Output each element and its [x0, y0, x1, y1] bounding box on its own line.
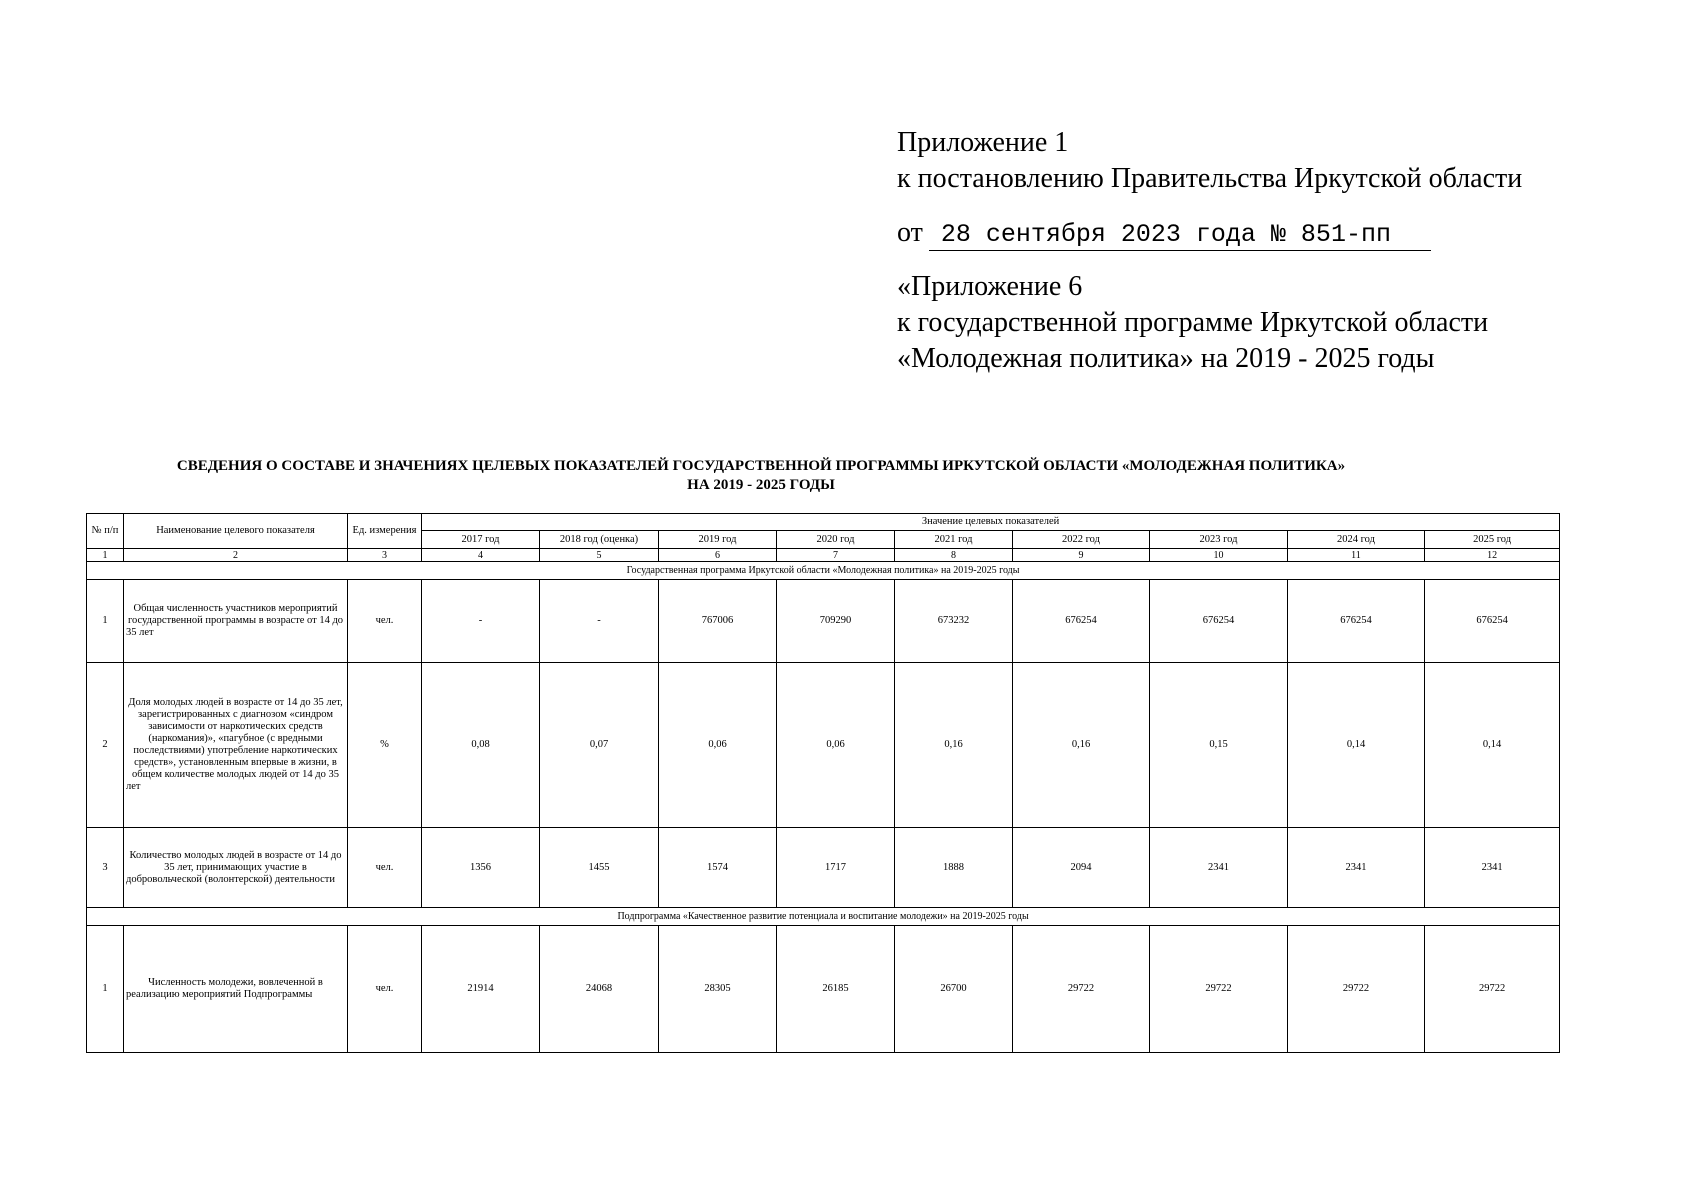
section-row-subprogram — [87, 908, 1560, 926]
row-value: 1356 — [422, 828, 540, 908]
row-value: 2094 — [1013, 828, 1150, 908]
row-unit: чел. — [348, 828, 422, 908]
row-value: 1574 — [659, 828, 777, 908]
indicators-table — [86, 513, 1560, 1053]
row-value: 0,08 — [422, 663, 540, 828]
header-name: Наименование целевого показателя — [124, 514, 348, 549]
table-header-row-1 — [87, 514, 1560, 531]
quoted-appendix-label: «Приложение 6 — [897, 271, 1083, 302]
row-value: 676254 — [1425, 580, 1560, 663]
row-value: 673232 — [895, 580, 1013, 663]
row-value: - — [422, 580, 540, 663]
header-year: 2024 год — [1288, 531, 1425, 549]
row-value: 28305 — [659, 926, 777, 1053]
row-value: 26700 — [895, 926, 1013, 1053]
row-unit: чел. — [348, 926, 422, 1053]
row-name: Численность молодежи, вовлеченной в реализацию мероприятий Подпрограммы — [124, 926, 348, 1053]
header-values: Значение целевых показателей — [422, 514, 1560, 531]
row-value: 676254 — [1288, 580, 1425, 663]
column-number: 9 — [1013, 549, 1150, 562]
row-value: 0,07 — [540, 663, 659, 828]
decree-reference: к постановлению Правительства Иркутской области — [897, 163, 1523, 194]
column-numbers-row — [87, 549, 1560, 562]
row-value: 0,06 — [659, 663, 777, 828]
row-value: 767006 — [659, 580, 777, 663]
row-value: 2341 — [1150, 828, 1288, 908]
header-year: 2019 год — [659, 531, 777, 549]
header-year: 2022 год — [1013, 531, 1150, 549]
table-row — [87, 926, 1560, 1053]
column-number: 4 — [422, 549, 540, 562]
header-year: 2020 год — [777, 531, 895, 549]
column-number: 12 — [1425, 549, 1560, 562]
document-title-line-1: СВЕДЕНИЯ О СОСТАВЕ И ЗНАЧЕНИЯХ ЦЕЛЕВЫХ ПОКАЗАТЕЛЕЙ ГОСУДАРСТВЕННОЙ ПРОГРАММЫ ИРКУТСКОЙ ОБЛАСТИ «МОЛОДЕЖНАЯ ПОЛИТИКА» — [176, 458, 1346, 474]
column-number: 6 — [659, 549, 777, 562]
header-year: 2017 год — [422, 531, 540, 549]
row-value: 676254 — [1150, 580, 1288, 663]
row-value: 1717 — [777, 828, 895, 908]
row-value: 676254 — [1013, 580, 1150, 663]
row-value: 0,16 — [895, 663, 1013, 828]
column-number: 10 — [1150, 549, 1288, 562]
row-value: 29722 — [1425, 926, 1560, 1053]
row-value: 2341 — [1425, 828, 1560, 908]
row-value: 21914 — [422, 926, 540, 1053]
row-value: 0,15 — [1150, 663, 1288, 828]
header-year: 2023 год — [1150, 531, 1288, 549]
program-name: «Молодежная политика» на 2019 - 2025 годы — [897, 343, 1435, 374]
row-name: Количество молодых людей в возрасте от 14 до 35 лет, принимающих участие в добровольческой (волонтерской) деятельности — [124, 828, 348, 908]
document-title-line-2: НА 2019 - 2025 ГОДЫ — [687, 477, 835, 493]
row-num: 1 — [87, 926, 124, 1053]
row-value: 2341 — [1288, 828, 1425, 908]
table-row — [87, 663, 1560, 828]
row-value: 1455 — [540, 828, 659, 908]
column-number: 3 — [348, 549, 422, 562]
row-value: 29722 — [1150, 926, 1288, 1053]
section-row-program — [87, 562, 1560, 580]
row-value: 29722 — [1013, 926, 1150, 1053]
section-title: Государственная программа Иркутской области «Молодежная политика» на 2019-2025 годы — [87, 562, 1560, 580]
row-value: 29722 — [1288, 926, 1425, 1053]
column-number: 1 — [87, 549, 124, 562]
column-number: 7 — [777, 549, 895, 562]
row-unit: чел. — [348, 580, 422, 663]
row-num: 3 — [87, 828, 124, 908]
row-value: 1888 — [895, 828, 1013, 908]
document-title — [78, 457, 1444, 495]
header-year: 2025 год — [1425, 531, 1560, 549]
column-number: 11 — [1288, 549, 1425, 562]
table-row — [87, 580, 1560, 663]
date-prefix: от — [897, 217, 923, 248]
table-row — [87, 828, 1560, 908]
appendix-header — [897, 125, 1617, 377]
row-unit: % — [348, 663, 422, 828]
header-unit: Ед. измерения — [348, 514, 422, 549]
row-value: 709290 — [777, 580, 895, 663]
header-num: № п/п — [87, 514, 124, 549]
row-name: Общая численность участников мероприятий государственной программы в возрасте от 14 до 35 лет — [124, 580, 348, 663]
appendix-label: Приложение 1 — [897, 127, 1069, 158]
section-title: Подпрограмма «Качественное развитие потенциала и воспитание молодежи» на 2019-2025 годы — [87, 908, 1560, 926]
row-name: Доля молодых людей в возрасте от 14 до 35 лет, зарегистрированных с диагнозом «синдром зависимости от наркотических средств (наркомания)», «пагубное (с вредными последствиями) употребление наркотических средств», установленным впервые в жизни, в общем количестве молодых людей от 14 до 35 лет — [124, 663, 348, 828]
row-value: - — [540, 580, 659, 663]
row-value: 26185 — [777, 926, 895, 1053]
row-num: 2 — [87, 663, 124, 828]
row-value: 0,14 — [1425, 663, 1560, 828]
row-num: 1 — [87, 580, 124, 663]
decree-date-value: 28 сентября 2023 года № 851-пп — [929, 220, 1431, 251]
column-number: 2 — [124, 549, 348, 562]
program-reference: к государственной программе Иркутской области — [897, 307, 1489, 338]
decree-date-line — [897, 215, 1617, 251]
row-value: 0,06 — [777, 663, 895, 828]
row-value: 24068 — [540, 926, 659, 1053]
column-number: 8 — [895, 549, 1013, 562]
column-number: 5 — [540, 549, 659, 562]
header-year: 2018 год (оценка) — [540, 531, 659, 549]
row-value: 0,14 — [1288, 663, 1425, 828]
header-year: 2021 год — [895, 531, 1013, 549]
row-value: 0,16 — [1013, 663, 1150, 828]
